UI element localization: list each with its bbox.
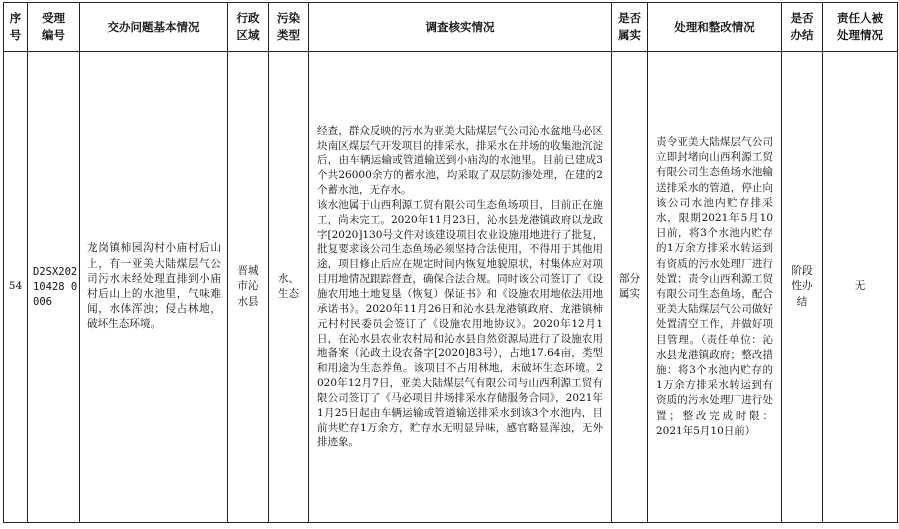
header-district: 行政 区域	[228, 3, 269, 52]
header-verified: 是否 属实	[612, 3, 648, 52]
cell-accountability: 无	[823, 52, 898, 523]
cell-investigation: 经查，群众反映的污水为亚美大陆煤层气公司沁水盆地马必区块南区煤层气开发项目的排采水，排采水在井场的收集池沉淀后，由车辆运输或管道输送到小庙沟的水池里。目前已建成3个共26000余方的蓄水池，均采取了双层防渗处理，在建的2个蓄水池，无存水。 该水池属于山西利源工贸有限公司生态鱼场项目，目前正在施工，尚未完工。2020年11月23日，沁水县龙港镇政府以龙政字[2020]130号文件对该建设项目农业设施用地进行了批复，批复要求该公司生态鱼场必须坚持合法使用，不得用于其他用途，项目修止后应在规定时间内恢复地貌原状，村集体应对项目用地情况跟踪督查，确保合法合规。同时该公司签订了《设施农用地土地复垦（恢复）保证书》和《设施农用地依法用地承诺书》。2020年11月26日和沁水县龙港镇政府、龙港镇柿元村村民委员会签订了《设施农用地协议》。2020年12月1日，在沁水县农业农村局和沁水县自然资源局进行了设施农用地备案（沁政土设农备字[2020]83号），占地17.64亩，类型和用途为生态养鱼。该项目不占用林地，未破坏生态环境。2020年12月7日，亚美大陆煤层气有限公司与山西利源工贸有限公司签订了《马必项目井场排采水存储服务合同》，2021年1月25日起由车辆运输或管道输送排采水到该3个水池内，目前共贮存1万余方，贮存水无明显异味，感官略显浑浊，无外排迹象。	[309, 52, 612, 523]
header-handling: 处理和整改情况	[648, 3, 782, 52]
cell-district: 晋城市沁水县	[228, 52, 269, 523]
cell-verified: 部分属实	[612, 52, 648, 523]
header-seq: 序 号	[4, 3, 28, 52]
header-id: 受理 编号	[28, 3, 80, 52]
cell-id: D2SX20210428 0006	[28, 52, 80, 523]
cell-pollution: 水、生态	[269, 52, 309, 523]
cell-closed: 阶段性办结	[782, 52, 823, 523]
header-investigation: 调查核实情况	[309, 3, 612, 52]
cell-handling: 责令亚美大陆煤层气公司立即封堵向山西利源工贸有限公司生态鱼场水池输送排采水的管道，停止向该公司水池内贮存排采水，限期2021年5月10日前，将3个水池内贮存的1万余方排采水转运到有资质的污水处理厂进行处置；责令山西利源工贸有限公司生态鱼场，配合亚美大陆煤层气公司做好处置清空工作，并做好项目管理。（责任单位：沁水县龙港镇政府；整改措施：将3个水池内贮存的1万余方排采水转运到有资质的污水处理厂进行处置；整改完成时限：2021年5月10日前）	[648, 52, 782, 523]
header-pollution: 污染 类型	[269, 3, 309, 52]
table-row	[4, 52, 898, 523]
header-issue: 交办问题基本情况	[80, 3, 228, 52]
cell-seq: 54	[4, 52, 28, 523]
header-row	[4, 3, 898, 52]
header-closed: 是否 办结	[782, 3, 823, 52]
header-accountability: 责任人被 处理情况	[823, 3, 898, 52]
case-table	[3, 2, 898, 523]
cell-issue: 龙岗镇柿园沟村小庙村后山上，有一亚美大陆煤层气公司污水未经处理直排到小庙村后山上的水池里，气味难闻，水体浑浊；侵占林地，破坏生态环境。	[80, 52, 228, 523]
